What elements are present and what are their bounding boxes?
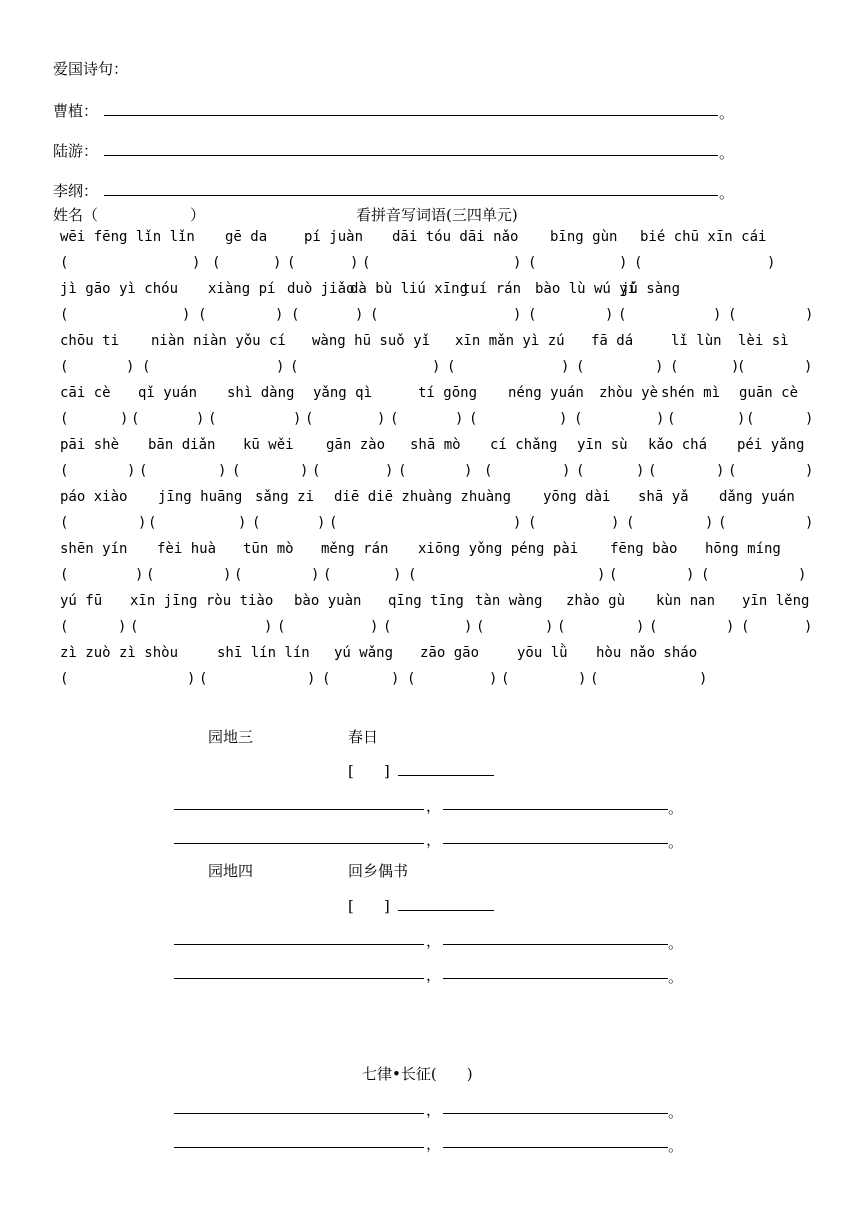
answer-paren-open[interactable]: ( [208, 411, 217, 427]
answer-paren-open[interactable]: ( [609, 567, 618, 583]
answer-paren-close[interactable]: ) [273, 255, 282, 271]
pinyin-word: yú wǎng [334, 645, 394, 661]
answer-line-luyou[interactable] [104, 155, 718, 156]
pinyin-word: sǎng zi [255, 489, 315, 505]
answer-paren-open[interactable]: ( [199, 671, 208, 687]
answer-paren-open[interactable]: ( [701, 567, 710, 583]
pinyin-word: tūn mò [243, 541, 294, 557]
answer-paren-close[interactable]: ) [377, 411, 386, 427]
comma-mark: ， [426, 1101, 442, 1119]
answer-paren-close[interactable]: ) [118, 619, 127, 635]
pinyin-word: duò jiǎo [287, 281, 355, 297]
answer-paren-open[interactable]: ( [60, 567, 69, 583]
answer-paren-close[interactable]: ) [737, 411, 746, 427]
answer-paren-close[interactable]: ) [686, 567, 695, 583]
pinyin-word: měng rán [321, 541, 389, 557]
pinyin-word: yú fū [60, 593, 103, 609]
answer-paren-close[interactable]: ) [805, 307, 814, 323]
answer-paren-close[interactable]: ) [597, 567, 606, 583]
poem-title: 回乡偶书 [348, 862, 409, 880]
answer-paren-close[interactable]: ) [798, 567, 807, 583]
answer-paren-open[interactable]: ( [146, 567, 155, 583]
answer-paren-close[interactable]: ) [196, 411, 205, 427]
answer-paren-open[interactable]: ( [198, 307, 207, 323]
answer-paren-open[interactable]: ( [148, 515, 157, 531]
comma-mark: ， [426, 966, 442, 984]
period-mark: 。 [668, 799, 684, 817]
answer-paren-close[interactable]: ) [619, 255, 628, 271]
answer-paren-open[interactable]: ( [634, 255, 643, 271]
pinyin-word: bān diǎn [148, 437, 216, 453]
answer-paren-close[interactable]: ) [223, 567, 232, 583]
answer-paren-open[interactable]: ( [60, 307, 69, 323]
poem-line-first-half[interactable] [174, 978, 424, 979]
answer-paren-close[interactable]: ) [804, 619, 813, 635]
answer-paren-close[interactable]: ) [385, 463, 394, 479]
answer-paren-open[interactable]: ( [576, 463, 585, 479]
answer-paren-close[interactable]: ) [561, 359, 570, 375]
pinyin-word: zāo gāo [420, 645, 480, 661]
answer-paren-open[interactable]: ( [528, 307, 537, 323]
comma-mark: ， [426, 932, 442, 950]
pinyin-word: guān cè [739, 385, 799, 401]
poem-line-second-half[interactable] [443, 1147, 668, 1148]
answer-paren-open[interactable]: ( [626, 515, 635, 531]
poem-line-first-half[interactable] [174, 809, 424, 810]
answer-paren-close[interactable]: ) [264, 619, 273, 635]
author-bracket: [ ] [348, 762, 390, 780]
answer-paren-close[interactable]: ) [187, 671, 196, 687]
section-label: 园地四 [208, 862, 254, 880]
answer-paren-close[interactable]: ) [293, 411, 302, 427]
answer-paren-close[interactable]: ) [300, 463, 309, 479]
pinyin-word: bào yuàn [294, 593, 362, 609]
period-mark: 。 [668, 1103, 684, 1121]
answer-paren-open[interactable]: ( [290, 359, 299, 375]
pinyin-word: diē diē zhuàng zhuàng [334, 489, 512, 505]
answer-paren-close[interactable]: ) [127, 463, 136, 479]
answer-paren-open[interactable]: ( [329, 515, 338, 531]
period-mark: 。 [719, 144, 735, 162]
answer-paren-open[interactable]: ( [649, 619, 658, 635]
answer-paren-close[interactable]: ) [311, 567, 320, 583]
answer-paren-open[interactable]: ( [390, 411, 399, 427]
name-label: 姓名（ [53, 206, 99, 224]
pinyin-word: qǐ yuán [138, 385, 198, 401]
pinyin-word: yīn sù [577, 437, 628, 453]
poem-line-second-half[interactable] [443, 978, 668, 979]
answer-paren-close[interactable]: ) [138, 515, 147, 531]
answer-paren-open[interactable]: ( [305, 411, 314, 427]
pinyin-word: dāi tóu dāi nǎo [392, 229, 519, 245]
poem-line-second-half[interactable] [443, 809, 668, 810]
pinyin-word: bié chū xīn cái [640, 229, 767, 245]
pinyin-word: xīn mǎn yì zú [455, 333, 565, 349]
comma-mark: ， [426, 831, 442, 849]
pinyin-word: zhòu yè [599, 385, 659, 401]
pinyin-word: shén mì [661, 385, 721, 401]
pinyin-word: shā mò [410, 437, 461, 453]
answer-paren-close[interactable]: ) [767, 255, 776, 271]
answer-paren-open[interactable]: ( [322, 671, 331, 687]
pinyin-word: wàng hū suǒ yǐ [312, 333, 431, 349]
period-mark: 。 [668, 934, 684, 952]
pinyin-word: chōu ti [60, 333, 120, 349]
answer-paren-close[interactable]: ) [307, 671, 316, 687]
poem-line-first-half[interactable] [174, 843, 424, 844]
pinyin-word: tí gōng [418, 385, 478, 401]
pinyin-word: gān zào [326, 437, 386, 453]
answer-paren-close[interactable]: ) [432, 359, 441, 375]
pinyin-word: lèi sì [738, 333, 789, 349]
answer-paren-close[interactable]: ) [370, 619, 379, 635]
pinyin-word: yōu lǜ [517, 645, 568, 661]
answer-paren-close[interactable]: ) [655, 359, 664, 375]
answer-paren-close[interactable]: ) [350, 255, 359, 271]
answer-paren-close[interactable]: ) [317, 515, 326, 531]
answer-paren-close[interactable]: ) [192, 255, 201, 271]
period-mark: 。 [719, 104, 735, 122]
answer-paren-open[interactable]: ( [60, 619, 69, 635]
patriotic-heading: 爱国诗句： [53, 60, 129, 78]
answer-paren-open[interactable]: ( [408, 567, 417, 583]
answer-paren-close[interactable]: ) [731, 359, 740, 375]
answer-paren-close[interactable]: ) [126, 359, 135, 375]
pinyin-word: páo xiào [60, 489, 128, 505]
poet-label-luyou: 陆游： [53, 142, 99, 160]
pinyin-word: yīn lěng [742, 593, 810, 609]
pinyin-word: hòu nǎo sháo [596, 645, 698, 661]
pinyin-word: shì dàng [227, 385, 295, 401]
poet-label-caozhi: 曹植： [53, 102, 99, 120]
answer-paren-open[interactable]: ( [590, 671, 599, 687]
pinyin-word: zì zuò zì shòu [60, 645, 179, 661]
final-poem-title: 七律•长征( ) [362, 1065, 473, 1083]
answer-paren-close[interactable]: ) [611, 515, 620, 531]
pinyin-word: yǎng qì [313, 385, 373, 401]
pinyin-word: kǎo chá [648, 437, 708, 453]
answer-line-caozhi[interactable] [104, 115, 718, 116]
answer-paren-close[interactable]: ) [393, 567, 402, 583]
answer-paren-close[interactable]: ) [805, 411, 814, 427]
pinyin-word: bīng gùn [550, 229, 618, 245]
pinyin-word: pāi shè [60, 437, 120, 453]
pinyin-word: kū wěi [243, 437, 294, 453]
answer-paren-close[interactable]: ) [355, 307, 364, 323]
answer-paren-close[interactable]: ) [391, 671, 400, 687]
answer-paren-open[interactable]: ( [60, 411, 69, 427]
answer-paren-close[interactable]: ) [120, 411, 129, 427]
answer-paren-close[interactable]: ) [513, 307, 522, 323]
pinyin-word: shēn yín [60, 541, 128, 557]
answer-paren-open[interactable]: ( [576, 359, 585, 375]
answer-paren-open[interactable]: ( [648, 463, 657, 479]
answer-paren-close[interactable]: ) [699, 671, 708, 687]
answer-paren-open[interactable]: ( [323, 567, 332, 583]
pinyin-word: yōng dài [543, 489, 611, 505]
answer-paren-close[interactable]: ) [489, 671, 498, 687]
poem-line-second-half[interactable] [443, 843, 668, 844]
answer-paren-open[interactable]: ( [291, 307, 300, 323]
answer-paren-open[interactable]: ( [484, 463, 493, 479]
pinyin-word: fèi huà [157, 541, 217, 557]
pinyin-word: xiàng pí [208, 281, 276, 297]
answer-paren-close[interactable]: ) [455, 411, 464, 427]
pinyin-word: kùn nan [656, 593, 716, 609]
answer-paren-open[interactable]: ( [728, 307, 737, 323]
answer-paren-close[interactable]: ) [464, 619, 473, 635]
answer-paren-open[interactable]: ( [737, 359, 746, 375]
answer-paren-open[interactable]: ( [139, 463, 148, 479]
author-answer-line[interactable] [398, 910, 494, 911]
answer-paren-close[interactable]: ) [275, 307, 284, 323]
answer-paren-close[interactable]: ) [182, 307, 191, 323]
answer-paren-close[interactable]: ) [636, 463, 645, 479]
pinyin-word: cí chǎng [490, 437, 558, 453]
answer-paren-close[interactable]: ) [513, 515, 522, 531]
pinyin-word: tàn wàng [475, 593, 543, 609]
pinyin-word: shā yǎ [638, 489, 689, 505]
answer-paren-open[interactable]: ( [130, 619, 139, 635]
pinyin-word: pí juàn [304, 229, 364, 245]
pinyin-word: bào lù wú yí [535, 281, 637, 297]
pinyin-word: tuí rán [462, 281, 522, 297]
answer-paren-open[interactable]: ( [557, 619, 566, 635]
answer-paren-open[interactable]: ( [362, 255, 371, 271]
answer-paren-close[interactable]: ) [636, 619, 645, 635]
poet-label-ligang: 李纲： [53, 182, 99, 200]
section-label: 园地三 [208, 728, 254, 746]
pinyin-word: lǐ lùn [671, 333, 722, 349]
pinyin-word: dà bù liú xīng [350, 281, 469, 297]
answer-paren-open[interactable]: ( [618, 307, 627, 323]
author-bracket: [ ] [348, 897, 390, 915]
answer-paren-open[interactable]: ( [60, 359, 69, 375]
period-mark: 。 [668, 1137, 684, 1155]
answer-paren-open[interactable]: ( [407, 671, 416, 687]
pinyin-word: jì gāo yì chóu [60, 281, 179, 297]
poem-line-first-half[interactable] [174, 1147, 424, 1148]
period-mark: 。 [668, 833, 684, 851]
poem-line-first-half[interactable] [174, 1113, 424, 1114]
answer-paren-open[interactable]: ( [252, 515, 261, 531]
comma-mark: ， [426, 1135, 442, 1153]
period-mark: 。 [719, 184, 735, 202]
answer-paren-close[interactable]: ) [804, 359, 813, 375]
pinyin-word: jǔ sàng [621, 281, 681, 297]
pinyin-word: cāi cè [60, 385, 111, 401]
answer-paren-open[interactable]: ( [741, 619, 750, 635]
answer-paren-close[interactable]: ) [464, 463, 473, 479]
answer-paren-close[interactable]: ) [805, 463, 814, 479]
pinyin-word: hōng míng [705, 541, 781, 557]
answer-paren-open[interactable]: ( [60, 671, 69, 687]
poem-line-second-half[interactable] [443, 1113, 668, 1114]
answer-paren-close[interactable]: ) [238, 515, 247, 531]
answer-paren-open[interactable]: ( [447, 359, 456, 375]
answer-paren-open[interactable]: ( [131, 411, 140, 427]
pinyin-word: gē da [225, 229, 268, 245]
name-close-paren: ） [190, 206, 206, 224]
pinyin-word: zhào gù [566, 593, 626, 609]
answer-paren-open[interactable]: ( [728, 463, 737, 479]
answer-paren-open[interactable]: ( [469, 411, 478, 427]
answer-paren-close[interactable]: ) [656, 411, 665, 427]
answer-paren-close[interactable]: ) [726, 619, 735, 635]
answer-line-ligang[interactable] [104, 195, 718, 196]
answer-paren-close[interactable]: ) [805, 515, 814, 531]
answer-paren-open[interactable]: ( [60, 255, 69, 271]
answer-paren-open[interactable]: ( [277, 619, 286, 635]
pinyin-word: xīn jīng ròu tiào [130, 593, 274, 609]
answer-paren-close[interactable]: ) [513, 255, 522, 271]
answer-paren-close[interactable]: ) [713, 307, 722, 323]
answer-paren-open[interactable]: ( [142, 359, 151, 375]
answer-paren-open[interactable]: ( [287, 255, 296, 271]
pinyin-word: dǎng yuán [719, 489, 795, 505]
period-mark: 。 [668, 968, 684, 986]
answer-paren-open[interactable]: ( [234, 567, 243, 583]
answer-paren-open[interactable]: ( [383, 619, 392, 635]
answer-paren-close[interactable]: ) [218, 463, 227, 479]
answer-paren-open[interactable]: ( [528, 255, 537, 271]
answer-paren-open[interactable]: ( [232, 463, 241, 479]
pinyin-word: wēi fēng lǐn lǐn [60, 229, 195, 245]
pinyin-word: fēng bào [610, 541, 678, 557]
answer-paren-open[interactable]: ( [212, 255, 221, 271]
author-answer-line[interactable] [398, 775, 494, 776]
answer-paren-close[interactable]: ) [545, 619, 554, 635]
answer-paren-open[interactable]: ( [501, 671, 510, 687]
answer-paren-open[interactable]: ( [528, 515, 537, 531]
poem-line-first-half[interactable] [174, 944, 424, 945]
answer-paren-close[interactable]: ) [605, 307, 614, 323]
answer-paren-open[interactable]: ( [60, 515, 69, 531]
answer-paren-close[interactable]: ) [276, 359, 285, 375]
poem-title: 春日 [348, 728, 379, 746]
pinyin-word: péi yǎng [737, 437, 805, 453]
poem-line-second-half[interactable] [443, 944, 668, 945]
pinyin-word: niàn niàn yǒu cí [151, 333, 286, 349]
answer-paren-close[interactable]: ) [716, 463, 725, 479]
answer-paren-open[interactable]: ( [574, 411, 583, 427]
pinyin-word: jīng huāng [158, 489, 243, 505]
answer-paren-open[interactable]: ( [718, 515, 727, 531]
answer-paren-open[interactable]: ( [60, 463, 69, 479]
pinyin-word: shī lín lín [217, 645, 310, 661]
answer-paren-close[interactable]: ) [559, 411, 568, 427]
pinyin-word: xiōng yǒng péng pài [418, 541, 579, 557]
answer-paren-close[interactable]: ) [135, 567, 144, 583]
answer-paren-close[interactable]: ) [578, 671, 587, 687]
answer-paren-open[interactable]: ( [312, 463, 321, 479]
worksheet-title: 看拼音写词语(三四单元) [356, 206, 518, 224]
answer-paren-open[interactable]: ( [398, 463, 407, 479]
pinyin-word: néng yuán [508, 385, 584, 401]
pinyin-word: qīng tīng [388, 593, 464, 609]
answer-paren-open[interactable]: ( [746, 411, 755, 427]
answer-paren-open[interactable]: ( [667, 411, 676, 427]
answer-paren-open[interactable]: ( [370, 307, 379, 323]
answer-paren-close[interactable]: ) [562, 463, 571, 479]
answer-paren-open[interactable]: ( [670, 359, 679, 375]
comma-mark: ， [426, 797, 442, 815]
answer-paren-open[interactable]: ( [476, 619, 485, 635]
answer-paren-close[interactable]: ) [705, 515, 714, 531]
pinyin-word: fā dá [591, 333, 634, 349]
